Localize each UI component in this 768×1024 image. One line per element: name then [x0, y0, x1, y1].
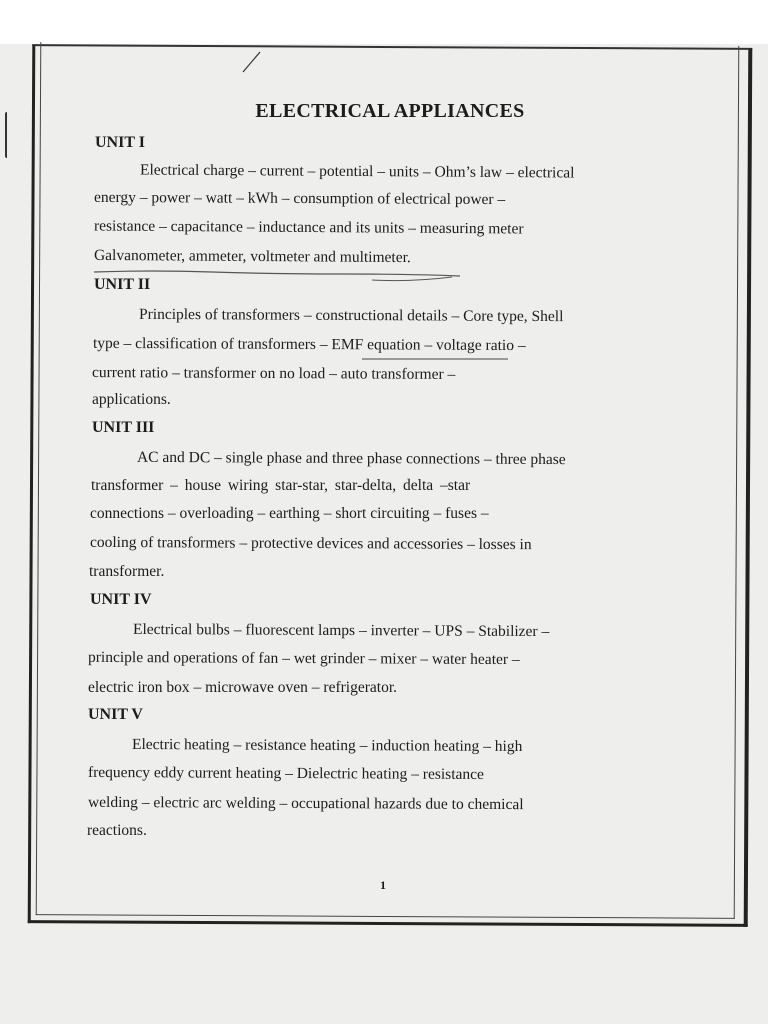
- unit-2-heading: UNIT II: [94, 276, 151, 293]
- unit-5-line-3: welding – electric arc welding – occupational hazards due to chemical: [87, 793, 524, 814]
- unit-5-line-4: reactions.: [87, 822, 147, 839]
- unit-4-heading: UNIT IV: [90, 591, 152, 608]
- unit-2-line-3: current ratio – transformer on no load – auto transformer –: [91, 364, 456, 383]
- unit-1-line-2: energy – power – watt – kWh – consumption of electrical power –: [93, 188, 506, 209]
- unit-1-heading: UNIT I: [95, 134, 145, 151]
- unit-3-line-4: cooling of transformers – protective devices and accessories – losses in: [89, 533, 532, 554]
- emf-underline-mark: [360, 356, 510, 362]
- unit-1-line-3: resistance – capacitance – inductance and its units – measuring meter: [93, 217, 524, 238]
- unit-3-line-1: AC and DC – single phase and three phase connections – three phase: [136, 448, 566, 469]
- unit-4-line-2: principle and operations of fan – wet grinder – mixer – water heater –: [87, 648, 520, 669]
- unit-1-line-4: Galvanometer, ammeter, voltmeter and multimeter.: [93, 246, 411, 267]
- unit-4-line-1: Electrical bulbs – fluorescent lamps – inverter – UPS – Stabilizer –: [132, 620, 550, 641]
- unit-1-line-1: Electrical charge – current – potential – units – Ohm’s law – electrical: [139, 161, 575, 182]
- unit-5-line-2: frequency eddy current heating – Dielectric heating – resistance: [87, 763, 484, 784]
- unit-3-heading: UNIT III: [92, 419, 155, 436]
- page-title: ELECTRICAL APPLIANCES: [255, 100, 525, 122]
- unit-3-line-3: connections – overloading – earthing – short circuiting – fuses –: [90, 505, 489, 522]
- unit-5-heading: UNIT V: [88, 706, 143, 723]
- pen-stroke-mark: [240, 50, 262, 74]
- unit-3-line-5: transformer.: [89, 563, 165, 580]
- unit-2-line-1: Principles of transformers – constructional details – Core type, Shell: [138, 305, 564, 326]
- unit-2-line-4: applications.: [92, 391, 171, 408]
- top-margin: [0, 0, 768, 44]
- page-number: 1: [380, 878, 386, 892]
- unit-2-line-2: type – classification of transformers – EMF equation – voltage ratio –: [92, 334, 526, 355]
- unit-3-line-2: transformer – house wiring star-star, star-delta, delta –star: [91, 477, 471, 494]
- unit-5-line-1: Electric heating – resistance heating – induction heating – high: [131, 735, 523, 756]
- unit-4-line-3: electric iron box – microwave oven – refrigerator.: [88, 679, 398, 696]
